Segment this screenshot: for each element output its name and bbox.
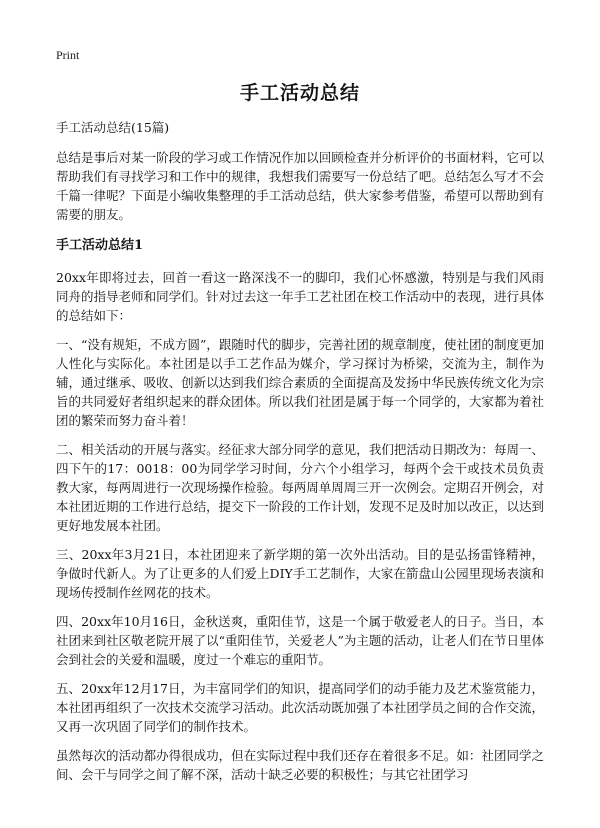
- paragraph-item-1: 一、“没有规矩，不成方圆”，跟随时代的脚步，完善社团的规章制度，使社团的制度更加人性化与实际化。本社团是以手工艺作品为媒介，学习探讨为桥梁，交流为主，制作为辅，通过继承、吸收、创新以达到我们综合素质的全面提高及发扬中华民族传统文化为宗旨的共同爱好者组织起来的群众团体。所以我们社团是属于每一个同学的，大家都为着社团的繁荣而努力奋斗着！: [56, 337, 544, 428]
- paragraph-item-2: 二、相关活动的开展与落实。经征求大部分同学的意见，我们把活动日期改为：每周一、四下午的17：0018：00为同学学习时间，分六个小组学习，每两个会干或技术员负责教大家，每两周进行一次现场操作检验。每两周单周周三开一次例会。定期召开例会，对本社团近期的工作进行总结，提交下一阶段的工作计划，发现不足及时加以改正，以达到更好地发展本社团。: [56, 442, 544, 533]
- print-link[interactable]: Print: [56, 48, 80, 62]
- paragraph-closing: 虽然每次的活动都办得很成功，但在实际过程中我们还存在着很多不足。如：社团同学之间、会干与同学之间了解不深，活动十缺乏必要的积极性；与其它社团学习: [56, 748, 544, 782]
- document-subtitle: 手工活动总结(15篇): [56, 120, 170, 135]
- paragraph-item-3: 三、20xx年3月21日，本社团迎来了新学期的第一次外出活动。目的是弘扬雷锋精神，争做时代新人。为了让更多的人们爱上DIY手工艺制作，大家在箭盘山公园里现场表演和现场传授制作丝网花的技术。: [56, 547, 544, 600]
- intro-paragraph: 总结是事后对某一阶段的学习或工作情况作加以回顾检查并分析评价的书面材料，它可以帮助我们有寻找学习和工作中的规律，我想我们需要写一份总结了吧。总结怎么写才不会千篇一律呢？下面是小编收集整理的手工活动总结，供大家参考借鉴，希望可以帮助到有需要的朋友。: [56, 150, 544, 222]
- document-body: [56, 118, 544, 794]
- paragraph-opening: 20xx年即将过去，回首一看这一路深浅不一的脚印，我们心怀感激，特别是与我们风雨同舟的指导老师和同学们。针对过去这一年手工艺社团在校工作活动中的表现，进行具体的总结如下：: [56, 270, 544, 323]
- paragraph-item-5: 五、20xx年12月17日，为丰富同学们的知识，提高同学们的动手能力及艺术鉴赏能力，本社团再组织了一次技术交流学习活动。此次活动既加强了本社团学员之间的合作交流，又再一次巩固了同学们的制作技术。: [56, 681, 544, 734]
- page-title: 手工活动总结: [239, 82, 360, 104]
- paragraph-item-4: 四、20xx年10月16日，金秋送爽，重阳佳节，这是一个属于敬爱老人的日子。当日，本社团来到社区敬老院开展了以“重阳佳节，关爱老人”为主题的活动，让老人们在节日里体会到社会的关爱和温暖，度过一个难忘的重阳节。: [56, 614, 544, 667]
- section-heading: 手工活动总结1: [56, 238, 144, 253]
